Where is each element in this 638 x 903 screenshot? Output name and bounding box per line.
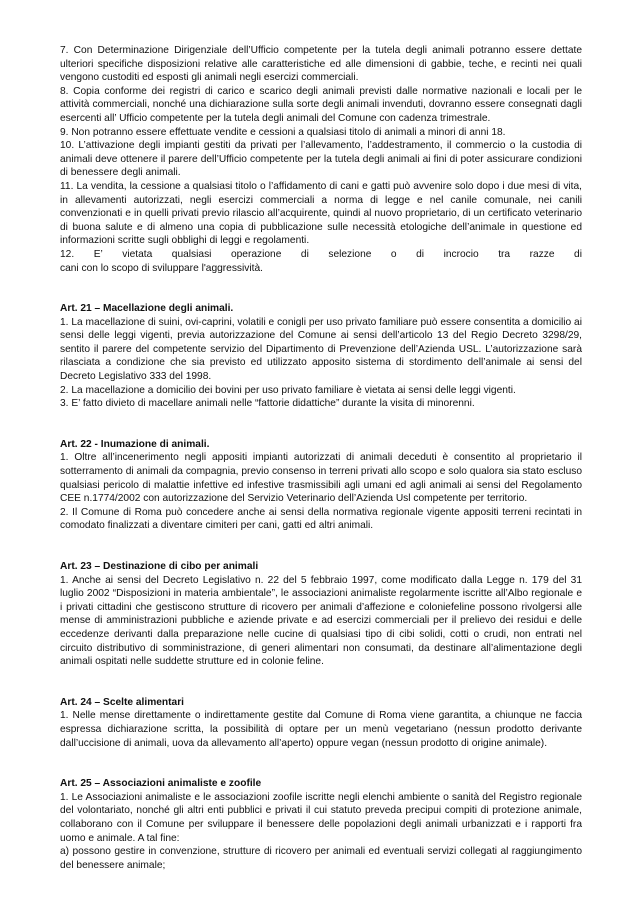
article-paragraph: 2. Il Comune di Roma può concedere anche ai sensi della normativa regionale vigente appositi terreni recintati in comodato finalizzati a diventare cimiteri per cani, gatti ed altri animali. bbox=[60, 506, 582, 532]
article-heading: Art. 21 – Macellazione degli animali. bbox=[60, 303, 234, 315]
word: vietata bbox=[122, 248, 153, 260]
article-23 bbox=[60, 560, 582, 669]
article-heading: Art. 24 – Scelte alimentari bbox=[60, 696, 185, 708]
article-paragraph: 1. Anche ai sensi del Decreto Legislativo n. 22 del 5 febbraio 1997, come modificato dalla Legge n. 179 del 31 luglio 2002 “Disposizioni in materia ambientale”, le associazioni animaliste regolarmente iscritte all’Albo regionale e i privati cittadini che gestiscono strutture di ricovero per animali d’affezione e coloniefeline possono rivolgersi alle mense di amministrazioni pubbliche e aziende private e ad esercizi commerciali per il prelievo dei residui e delle eccedenze derivanti dalla preparazione nelle cucine di qualsiasi tipo di cibi solidi, cotti o crudi, non entrati nel circuito distributivo di somministrazione, di generi alimentari non consumati, da destinare all’alimentazione degli animali ospitati nelle suddette strutture ed in colonie feline. bbox=[60, 574, 582, 668]
word: E’ bbox=[93, 248, 103, 260]
paragraph-item-11: 11. La vendita, la cessione a qualsiasi titolo o l’affidamento di cani e gatti può avvenire solo dopo i due mesi di vita, in allevamenti autorizzati, negli esercizi commerciali a norma di legge e nel canile comunale, nei canili convenzionati e in quelli privati previo rilascio all’acquirente, quindi al nuovo proprietario, di un certificato veterinario di buona salute e di almeno una copia di pubblicazione sulle necessità etologiche dell’animale in questione ed informazioni scritte sugli obblighi di leggi e regolamenti. bbox=[60, 180, 582, 247]
word: selezione bbox=[328, 248, 372, 260]
word: o bbox=[390, 248, 397, 260]
word: razze bbox=[529, 248, 555, 260]
article-22 bbox=[60, 438, 582, 533]
word: di bbox=[300, 248, 309, 260]
word: operazione bbox=[230, 248, 282, 260]
article-paragraph: 1. Le Associazioni animaliste e le associazioni zoofile iscritte negli elenchi ambiente o sanità del Registro regionale del volontariato, nonché gli altri enti pubblici e privati il cui statuto preveda precipui compiti di protezione animale, collaborano con il Comune per sviluppare il benessere delle popolazioni degli animali urbanizzati e i rapporti fra uomo e animale. A tal fine: bbox=[60, 791, 582, 844]
article-paragraph: 2. La macellazione a domicilio dei bovini per uso privato familiare è vietata ai sensi delle leggi vigenti. bbox=[60, 384, 516, 396]
article-24 bbox=[60, 696, 582, 750]
article-paragraph: 3. E’ fatto divieto di macellare animali nelle “fattorie didattiche” durante la visita di minorenni. bbox=[60, 398, 475, 410]
article-paragraph: 1. La macellazione di suini, ovi-caprini, volatili e conigli per uso privato familiare può essere consentita a domicilio ai sensi delle leggi vigenti, previa autorizzazione del Comune ai sensi dell’articolo 13 del Regio Decreto 3298/29, sentito il parere del competente servizio del Dipartimento di Prevenzione dell’Azienda USL. L’autorizzazione sarà rilasciata a condizione che sia previsto ed utilizzato apposito sistema di stordimento dell’animale ai sensi del Decreto Legislativo 333 del 1998. bbox=[60, 316, 582, 383]
paragraph-item-9: 9. Non potranno essere effettuate vendite e cessioni a qualsiasi titolo di animali a minori di anni 18. bbox=[60, 126, 506, 138]
article-heading: Art. 22 - Inumazione di animali. bbox=[60, 438, 210, 450]
article-25 bbox=[60, 777, 582, 872]
article-paragraph: 1. Nelle mense direttamente o indirettamente gestite dal Comune di Roma viene garantita, a chiunque ne faccia espressa dichiarazione scritta, la possibilità di optare per un menù vegetariano (nessun prodotto derivante dall’uccisione di animali, uova da allevamento all’aperto) oppure vegan (nessun prodotto di origine animale). bbox=[60, 710, 582, 749]
article-paragraph: 1. Oltre all’incenerimento negli appositi impianti autorizzati di animali deceduti è consentito al proprietario il sotterramento di animali da compagnia, previo consenso in terreni privati allo scopo e solo qualora sia stato escluso qualsiasi pericolo di malattie infettive ed infestive trasmissibili agli umani ed agli animali ai sensi del Regolamento CEE n.1774/2002 con autorizzazione del Servizio Veterinario dell’Azienda Usl competente per territorio. bbox=[60, 452, 582, 505]
article-heading: Art. 25 – Associazioni animaliste e zoofile bbox=[60, 778, 262, 790]
paragraph-item-12-rest: cani con lo scopo di sviluppare l'aggressività. bbox=[60, 262, 263, 274]
paragraph-item-10: 10. L’attivazione degli impianti gestiti da privati per l’allevamento, l’addestramento, il commercio o la custodia di animali deve ottenere il parere dell’Ufficio competente per la tutela degli animali ai fini di poter assicurare condizioni di benessere degli animali. bbox=[60, 140, 582, 179]
article-21 bbox=[60, 302, 582, 411]
article-paragraph: a) possono gestire in convenzione, strutture di ricovero per animali ed eventuali servizi collegati al raggiungimento del benessere animale; bbox=[60, 846, 582, 871]
continuation-section bbox=[60, 44, 582, 275]
paragraph-item-7: 7. Con Determinazione Dirigenziale dell’Ufficio competente per la tutela degli animali potranno essere dettate ulteriori specifiche disposizioni relative alle caratteristiche ed alle dimensioni di gabbie, teche, e recinti nei quali vengono custoditi ed esposti gli animali negli esercizi commerciali. bbox=[60, 45, 582, 84]
word: di bbox=[416, 248, 425, 260]
word: qualsiasi bbox=[171, 248, 212, 260]
word: di bbox=[574, 248, 582, 260]
article-heading: Art. 23 – Destinazione di cibo per animali bbox=[60, 561, 259, 572]
word: incrocio bbox=[443, 248, 479, 260]
paragraph-item-8: 8. Copia conforme dei registri di carico e scarico degli animali previsti dalle normative nazionali e locali per le attività commerciali, nonché una dichiarazione sulla sorte degli animali invenduti, dovranno essere consegnati dagli esercenti all’ Ufficio competente per la tutela degli animali del Comune con cadenza trimestrale. bbox=[60, 85, 582, 124]
word: 12. bbox=[60, 248, 75, 260]
word: tra bbox=[498, 248, 511, 260]
paragraph-item-12-first-line bbox=[60, 248, 582, 262]
